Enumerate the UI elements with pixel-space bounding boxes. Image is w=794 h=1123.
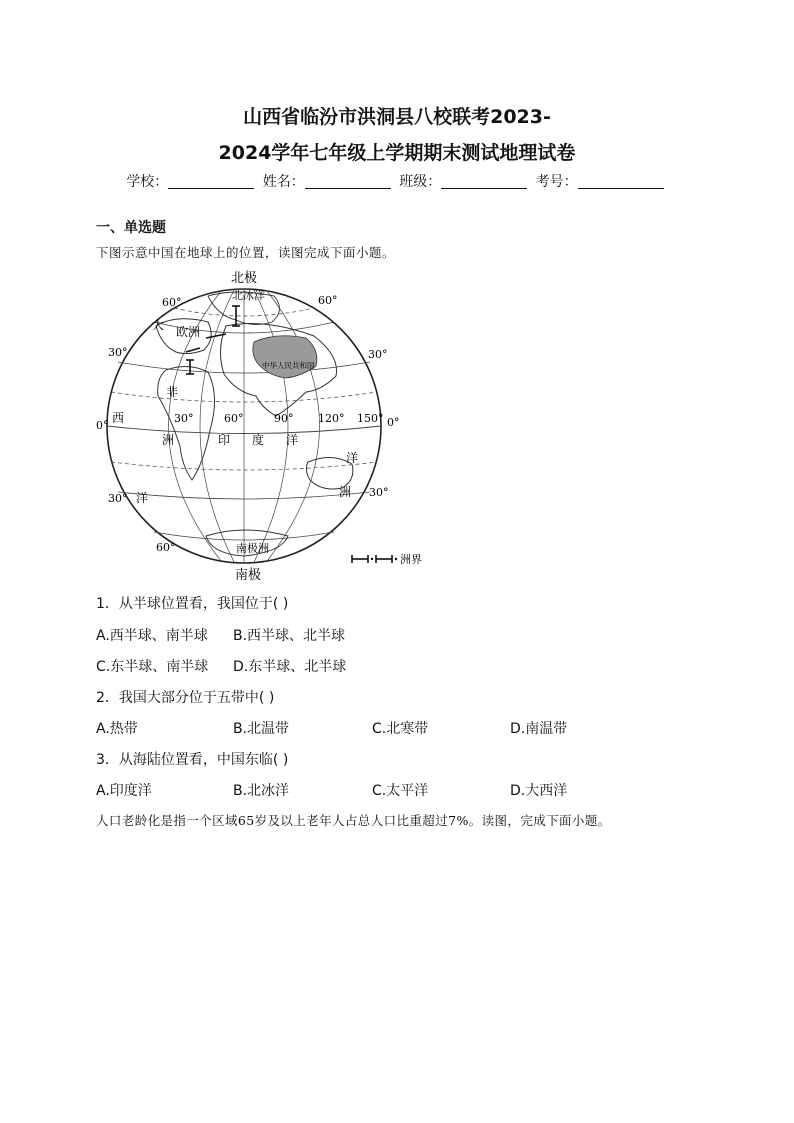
q1-option-a[interactable]: A.西半球、南半球 — [96, 628, 208, 644]
q3-option-c[interactable]: C.太平洋 — [372, 783, 429, 799]
q2-option-c[interactable]: C.北寒带 — [372, 721, 429, 737]
atlantic-label-2: 西 — [112, 411, 125, 425]
north-pole-label: 北极 — [230, 271, 258, 286]
legend-label: 洲界 — [400, 553, 422, 566]
oceania-label-2: 洲 — [339, 485, 352, 499]
question-1: 1．从半球位置看，我国位于( ) — [96, 596, 289, 612]
indian-ocean-label-1: 印 — [218, 433, 231, 447]
class-label: 班级： — [399, 174, 442, 190]
q1-option-b[interactable]: B.西半球、北半球 — [233, 628, 346, 644]
arctic-ocean-label: 北冰洋 — [232, 289, 265, 302]
lat-60s-left: 60° — [156, 541, 176, 554]
lon-60-label: 60° — [224, 412, 244, 425]
south-pole-label: 南极 — [234, 568, 262, 583]
q2-option-a[interactable]: A.热带 — [96, 721, 138, 737]
china-shape — [253, 336, 317, 378]
exam-number-blank[interactable] — [578, 174, 664, 189]
legend — [352, 553, 422, 566]
antarctica-label: 南极洲 — [236, 542, 269, 555]
lon-90-label: 90° — [274, 412, 294, 425]
class-blank[interactable] — [441, 174, 527, 189]
lon-150-label: 150° — [357, 412, 384, 425]
school-label: 学校： — [126, 174, 169, 190]
lat-30s-right: 30° — [369, 486, 389, 499]
lat-0-left: 0° — [96, 419, 109, 432]
oceania-label-1: 洋 — [346, 451, 359, 465]
europe-label: 欧洲 — [176, 325, 201, 339]
name-label: 姓名： — [262, 174, 305, 190]
lat-30s-left: 30° — [108, 492, 128, 505]
globe-map — [96, 266, 436, 586]
q3-option-b[interactable]: B.北冰洋 — [233, 783, 290, 799]
lat-30n-left: 30° — [108, 346, 128, 359]
atlantic-label-3: 洋 — [136, 491, 149, 505]
section-heading: 一、单选题 — [96, 220, 166, 236]
q3-option-d[interactable]: D.大西洋 — [510, 783, 568, 799]
lon-30-label: 30° — [174, 412, 194, 425]
continent-boundary-marks — [186, 306, 240, 374]
africa-label-1: 非 — [166, 385, 179, 399]
lat-0-right: 0° — [387, 416, 400, 429]
school-blank[interactable] — [168, 174, 254, 189]
lat-60n-right: 60° — [318, 294, 338, 307]
q2-option-b[interactable]: B.北温带 — [233, 721, 290, 737]
title-line-1: 山西省临汾市洪洞县八校联考2023- — [243, 106, 551, 128]
indian-ocean-label-3: 洋 — [286, 433, 299, 447]
passage-text: 人口老龄化是指一个区域65岁及以上老年人占总人口比重超过7%。读图，完成下面小题。 — [96, 813, 611, 828]
q1-option-d[interactable]: D.东半球、北半球 — [233, 659, 347, 675]
lat-60n-left: 60° — [162, 296, 182, 309]
q3-option-a[interactable]: A.印度洋 — [96, 783, 152, 799]
question-2: 2．我国大部分位于五带中( ) — [96, 690, 275, 706]
question-3: 3．从海陆位置看，中国东临( ) — [96, 752, 289, 768]
q2-option-d[interactable]: D.南温带 — [510, 721, 568, 737]
title-line-2: 2024学年七年级上学期期末测试地理试卷 — [218, 142, 576, 164]
lat-30n-right: 30° — [368, 348, 388, 361]
china-label: 中华人民共和国 — [262, 361, 315, 370]
lon-120-label: 120° — [318, 412, 345, 425]
question-intro: 下图示意中国在地球上的位置，读图完成下面小题。 — [96, 245, 396, 260]
q1-option-c[interactable]: C.东半球、南半球 — [96, 659, 209, 675]
name-blank[interactable] — [305, 174, 391, 189]
exam-number-label: 考号： — [535, 174, 578, 190]
indian-ocean-label-2: 度 — [252, 433, 265, 447]
atlantic-label-1: 大 — [152, 318, 165, 332]
student-info-row — [0, 171, 794, 191]
africa-label-2: 洲 — [162, 433, 175, 447]
